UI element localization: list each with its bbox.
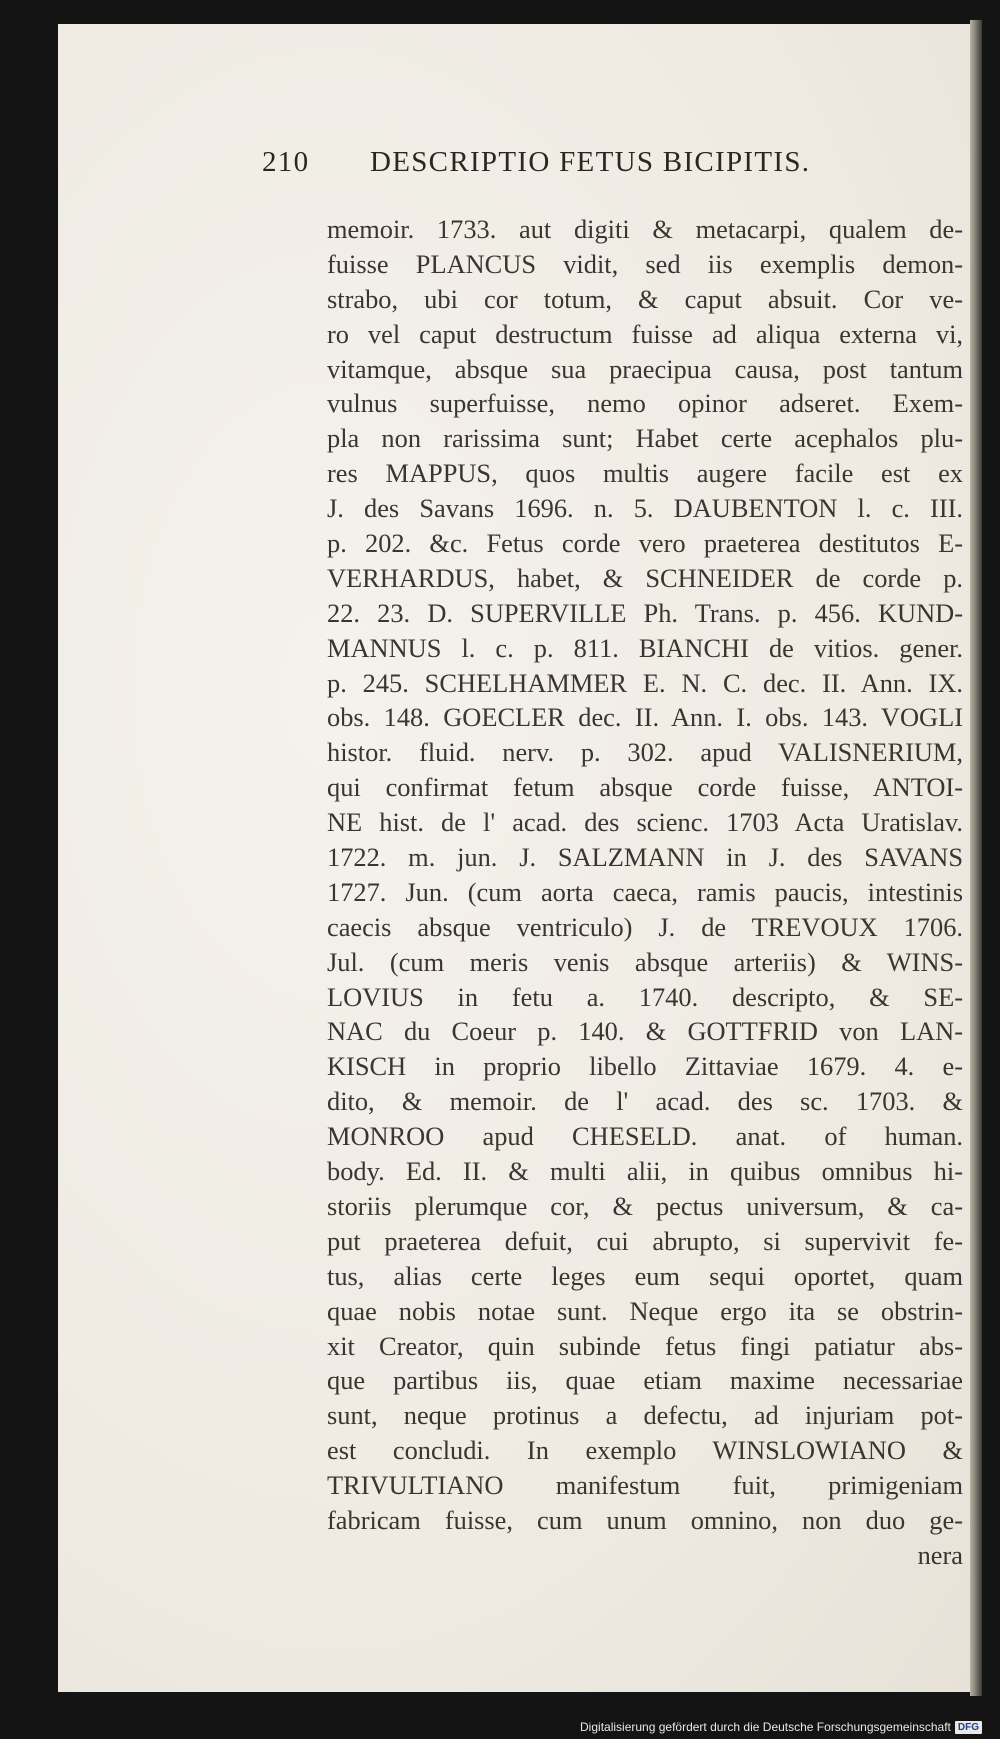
text-line: caecis absque ventriculo) J. de TREVOUX 1706. — [327, 911, 963, 942]
text-line: sunt, neque protinus a defectu, ad injuriam pot- — [327, 1400, 963, 1431]
text-line: J. des Savans 1696. n. 5. DAUBENTON l. c. III. — [327, 493, 963, 524]
text-line: vulnus superfuisse, nemo opinor adseret. Exem- — [327, 388, 963, 419]
text-line: res MAPPUS, quos multis augere facile est ex — [327, 458, 963, 489]
text-line: ro vel caput destructum fuisse ad aliqua externa vi, — [327, 318, 963, 349]
text-line: 22. 23. D. SUPERVILLE Ph. Trans. p. 456. KUND- — [327, 597, 963, 628]
credit-text: Digitalisierung gefördert durch die Deutsche Forschungsgemeinschaft — [580, 1720, 951, 1734]
text-line: MANNUS l. c. p. 811. BIANCHI de vitios. gener. — [327, 632, 963, 663]
text-line: pla non rarissima sunt; Habet certe acephalos plu- — [327, 423, 963, 454]
text-line: est concludi. In exemplo WINSLOWIANO & — [327, 1435, 963, 1466]
running-title: DESCRIPTIO FETUS BICIPITIS. — [370, 146, 811, 178]
digitization-credit — [580, 1720, 982, 1734]
text-line: MONROO apud CHESELD. anat. of human. — [327, 1121, 963, 1152]
text-line: nera — [917, 1539, 963, 1570]
text-line: p. 245. SCHELHAMMER E. N. C. dec. II. Ann. IX. — [327, 667, 963, 698]
text-line: histor. fluid. nerv. p. 302. apud VALISNERIUM, — [327, 737, 963, 768]
text-line: tus, alias certe leges eum sequi oportet, quam — [327, 1260, 963, 1291]
text-line: put praeterea defuit, cui abrupto, si supervivit fe- — [327, 1225, 963, 1256]
page-number: 210 — [262, 146, 310, 178]
text-line: KISCH in proprio libello Zittaviae 1679. 4. e- — [327, 1051, 963, 1082]
text-line: 1722. m. jun. J. SALZMANN in J. des SAVANS — [327, 842, 963, 873]
text-line: TRIVULTIANO manifestum fuit, primigeniam — [327, 1470, 963, 1501]
text-line: LOVIUS in fetu a. 1740. descripto, & SE- — [327, 981, 963, 1012]
text-line: strabo, ubi cor totum, & caput absuit. Cor ve- — [327, 283, 963, 314]
text-line: qui confirmat fetum absque corde fuisse, ANTOI- — [327, 772, 963, 803]
text-line: xit Creator, quin subinde fetus fingi patiatur abs- — [327, 1330, 963, 1361]
text-line: p. 202. &c. Fetus corde vero praeterea destitutos E- — [327, 528, 963, 559]
text-line: que partibus iis, quae etiam maxime necessariae — [327, 1365, 963, 1396]
text-line: VERHARDUS, habet, & SCHNEIDER de corde p. — [327, 562, 963, 593]
text-line: storiis plerumque cor, & pectus universum, & ca- — [327, 1190, 963, 1221]
text-line: NE hist. de l' acad. des scienc. 1703 Acta Uratislav. — [327, 807, 963, 838]
dfg-logo: DFG — [955, 1721, 982, 1734]
page-header — [262, 146, 898, 186]
text-line: fuisse PLANCUS vidit, sed iis exemplis demon- — [327, 248, 963, 279]
text-line: NAC du Coeur p. 140. & GOTTFRID von LAN- — [327, 1016, 963, 1047]
text-line: obs. 148. GOECLER dec. II. Ann. I. obs. 143. VOGLI — [327, 702, 963, 733]
page-edge — [970, 20, 982, 1696]
text-line: dito, & memoir. de l' acad. des sc. 1703. & — [327, 1086, 963, 1117]
text-line: quae nobis notae sunt. Neque ergo ita se obstrin- — [327, 1295, 963, 1326]
text-line: Jul. (cum meris venis absque arteriis) & WINS- — [327, 946, 963, 977]
text-line: fabricam fuisse, cum unum omnino, non duo ge- — [327, 1504, 963, 1535]
body-text — [327, 212, 963, 1573]
text-line: body. Ed. II. & multi alii, in quibus omnibus hi- — [327, 1156, 963, 1187]
text-line: 1727. Jun. (cum aorta caeca, ramis paucis, intestinis — [327, 876, 963, 907]
text-line: memoir. 1733. aut digiti & metacarpi, qualem de- — [327, 214, 963, 244]
text-line: vitamque, absque sua praecipua causa, post tantum — [327, 353, 963, 384]
